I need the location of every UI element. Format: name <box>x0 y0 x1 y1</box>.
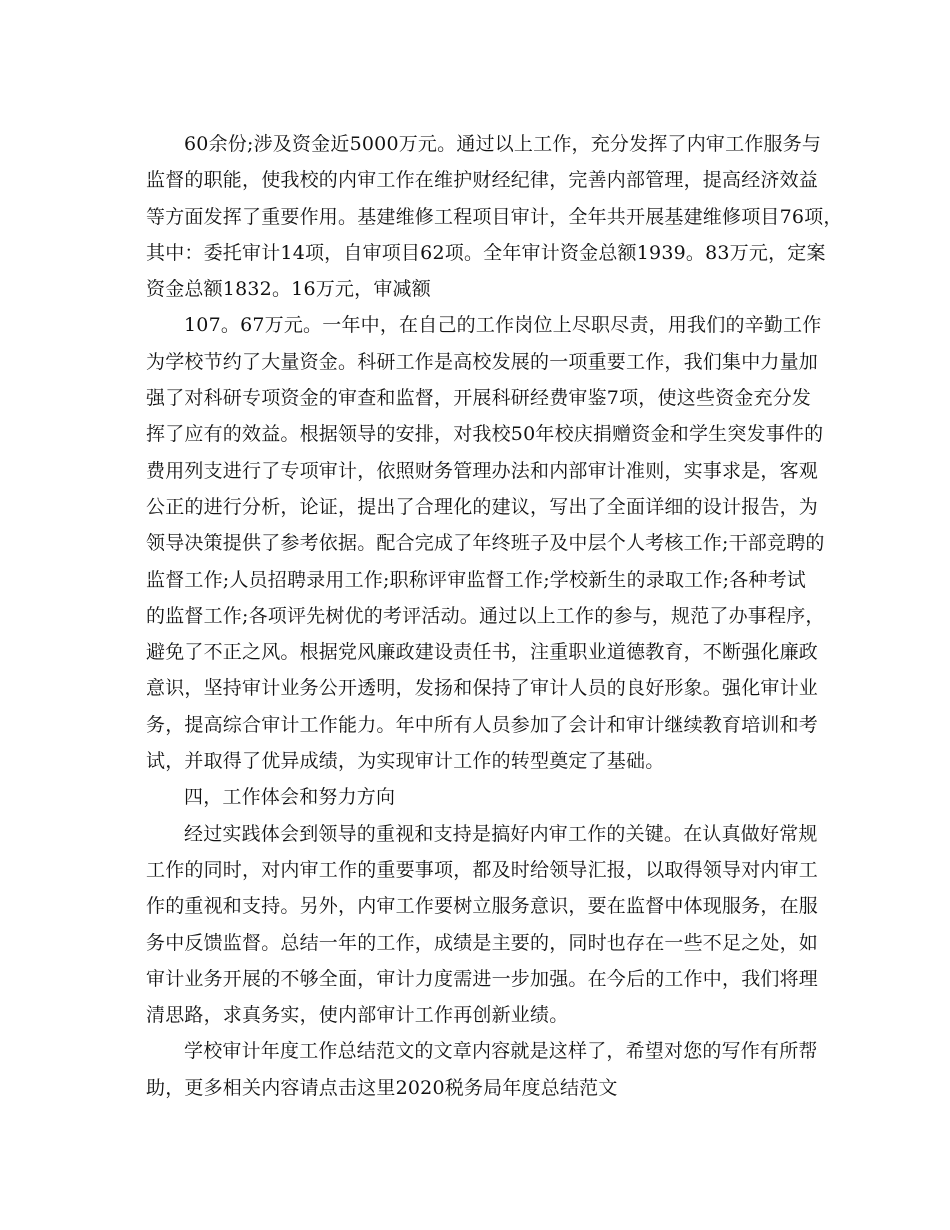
text-line: 试，并取得了优异成绩，为实现审计工作的转型奠定了基础。 <box>146 750 665 773</box>
text-line: 审计业务开展的不够全面，审计力度需进一步加强。在今后的工作中，我们将理 <box>146 967 819 990</box>
document-body <box>146 126 843 1106</box>
text-line: 工作的同时，对内审工作的重要事项，都及时给领导汇报，以取得领导对内审工 <box>146 858 819 881</box>
text-line: 为学校节约了大量资金。科研工作是高校发展的一项重要工作，我们集中力量加 <box>146 350 819 373</box>
text-line: 作的重视和支持。另外，内审工作要树立服务意识，要在监督中体现服务，在服 <box>146 895 819 918</box>
text-line: 60余份;涉及资金近5000万元。通过以上工作，充分发挥了内审工作服务与 <box>184 133 822 155</box>
text-line: 经过实践体会到领导的重视和支持是搞好内审工作的关键。在认真做好常规 <box>184 822 818 845</box>
text-line: 领导决策提供了参考依据。配合完成了年终班子及中层个人考核工作;干部竞聘的 <box>146 532 825 555</box>
text-line: 清思路，求真务实，使内部审计工作再创新业绩。 <box>146 1004 569 1027</box>
text-line: 助，更多相关内容请点击这里2020税务局年度总结范文 <box>146 1076 618 1099</box>
text-line: 公正的进行分析，论证，提出了合理化的建议，写出了全面详细的设计报告，为 <box>146 495 819 518</box>
text-line: 监督工作;人员招聘录用工作;职称评审监督工作;学校新生的录取工作;各种考试 <box>146 568 807 591</box>
text-line: 学校审计年度工作总结范文的文章内容就是这样了，希望对您的写作有所帮 <box>184 1040 818 1063</box>
text-line: 避免了不正之风。根据党风廉政建设责任书，注重职业道德教育，不断强化廉政 <box>146 641 819 664</box>
text-line: 务中反馈监督。总结一年的工作，成绩是主要的，同时也存在一些不足之处，如 <box>146 931 819 954</box>
text-line: 四，工作体会和努力方向 <box>184 786 396 809</box>
text-line: 等方面发挥了重要作用。基建维修工程项目审计，全年共开展基建维修项目76项， <box>146 205 843 228</box>
text-line: 意识，坚持审计业务公开透明，发扬和保持了审计人员的良好形象。强化审计业 <box>146 677 819 700</box>
text-line: 107。67万元。一年中，在自己的工作岗位上尽职尽责，用我们的辛勤工作 <box>184 314 822 337</box>
text-line: 费用列支进行了专项审计，依照财务管理办法和内部审计准则，实事求是，客观 <box>146 459 819 482</box>
text-line: 的监督工作;各项评先树优的考评活动。通过以上工作的参与，规范了办事程序， <box>146 604 825 627</box>
text-line: 资金总额1832。16万元，审减额 <box>146 278 431 301</box>
text-line: 务，提高综合审计工作能力。年中所有人员参加了会计和审计继续教育培训和考 <box>146 713 819 736</box>
text-line: 其中：委托审计14项，自审项目62项。全年审计资金总额1939。83万元，定案 <box>146 241 826 264</box>
text-line: 强了对科研专项资金的审查和监督，开展科研经费审鉴7项，使这些资金充分发 <box>146 387 812 410</box>
text-line: 挥了应有的效益。根据领导的安排，对我校50年校庆捐赠资金和学生突发事件的 <box>146 423 824 446</box>
text-line: 监督的职能，使我校的内审工作在维护财经纪律，完善内部管理，提高经济效益 <box>146 169 819 192</box>
